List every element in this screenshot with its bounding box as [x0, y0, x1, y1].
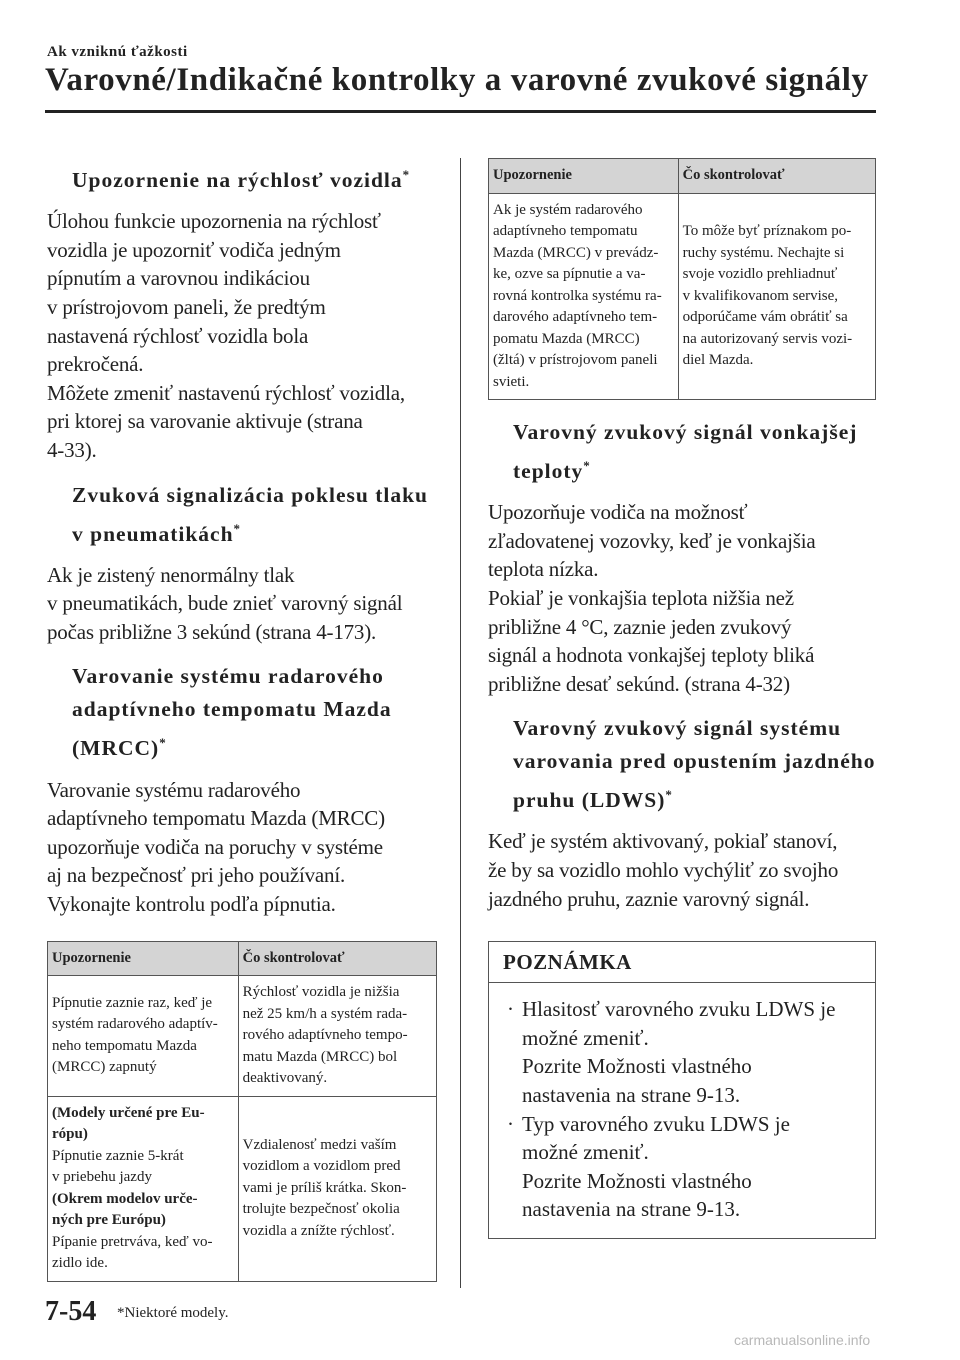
table-cell: Rýchlosť vozidla je nižšia než 25 km/h a systém rada- rového adaptívneho tempo- matu Mazda (MRCC) bol deaktivovaný.	[238, 976, 436, 1097]
note-title: POZNÁMKA	[489, 942, 875, 983]
heading-speed-warning: Upozornenie na rýchlosť vozidla*	[72, 167, 411, 193]
bullet-dot: ·	[507, 997, 514, 1022]
para-mrcc: Varovanie systému radarového adaptívneho tempomatu Mazda (MRCC) upozorňuje vodiča na poruchy v systéme aj na bezpečnosť pri jeho používaní. Vykonajte kontrolu podľa pípnutia.	[47, 777, 385, 916]
table-cell: To môže byť príznakom po- ruchy systému. Nechajte si svoje vozidlo prehliadnuť v kvalifikovanom servise, odporúčame vám obrátiť sa na autorizovaný servis vozi- diel Mazda.	[678, 193, 875, 400]
right-column	[488, 158, 876, 1239]
left-column	[47, 158, 437, 1282]
mrcc-table-continued	[488, 158, 876, 400]
table-header-row	[489, 159, 876, 194]
bullet-dot: ·	[507, 1111, 514, 1136]
table-row	[48, 1096, 437, 1281]
table-header: Čo skontrolovať	[238, 941, 436, 976]
heading-outside-temp: Varovný zvukový signál vonkajšej teploty*	[513, 420, 858, 484]
table-header: Čo skontrolovať	[678, 159, 875, 194]
table-cell: Ak je systém radarového adaptívneho tempomatu Mazda (MRCC) v prevádz- ke, ozve sa pípnutie a va- rovná kontrolka systému ra- darového adaptívneho tem- pomatu Mazda (MRCC) (žltá) v prístrojovom paneli svieti.	[489, 193, 679, 400]
para-speed-warning: Úlohou funkcie upozornenia na rýchlosť vozidla je upozorniť vodiča jedným pípnutím a varovnou indikáciou v prístrojovom paneli, že predtým nastavená rýchlosť vozidla bola prekročená. Môžete zmeniť nastavenú rýchlosť vozidla, pri ktorej sa varovanie aktivuje (strana 4-33).	[47, 209, 405, 462]
para-ldws: Keď je systém aktivovaný, pokiaľ stanoví, že by sa vozidlo mohlo vychýliť zo svojho jazdného pruhu, zaznie varovný signál.	[488, 829, 839, 911]
column-divider	[460, 158, 461, 1288]
note-box	[488, 941, 876, 1239]
section-label: Ak vzniknú ťažkosti	[47, 44, 188, 60]
watermark: carmanualsonline.info	[734, 1332, 871, 1348]
table-header-row	[48, 941, 437, 976]
page-title: Varovné/Indikačné kontrolky a varovné zvukové signály	[45, 62, 869, 98]
heading-mrcc: Varovanie systému radarového adaptívneho tempomatu Mazda (MRCC)*	[72, 664, 392, 761]
table-header: Upozornenie	[48, 941, 239, 976]
footnote: *Niektoré modely.	[117, 1305, 229, 1321]
para-outside-temp: Upozorňuje vodiča na možnosť zľadovatenej vozovky, keď je vonkajšia teplota nízka. Pokiaľ je vonkajšia teplota nižšia než približne 4 °C, zaznie jeden zvukový signál a hodnota vonkajšej teploty bliká približne desať sekúnd. (strana 4-32)	[488, 500, 816, 696]
table-cell: Vzdialenosť medzi vaším vozidlom a vozidlom pred vami je príliš krátka. Skon- trolujte bezpečnosť okolia vozidla a znížte rýchlosť.	[238, 1096, 436, 1281]
table-cell: Pípnutie zaznie raz, keď je systém radarového adaptív- neho tempomatu Mazda (MRCC) zapnutý	[48, 976, 239, 1097]
note-item: · Typ varovného zvuku LDWS je možné zmeniť. Pozrite Možnosti vlastného nastavenia na strane 9-13.	[507, 1111, 790, 1222]
mrcc-table	[47, 941, 437, 1282]
heading-ldws: Varovný zvukový signál systému varovania pred opustením jazdného pruhu (LDWS)*	[513, 716, 876, 813]
table-row	[489, 193, 876, 400]
para-tire-pressure: Ak je zistený nenormálny tlak v pneumatikách, bude znieť varovný signál počas približne 3 sekúnd (strana 4-173).	[47, 562, 403, 644]
table-header: Upozornenie	[489, 159, 679, 194]
table-cell: (Modely určené pre Eu- rópu) Pípnutie zaznie 5-krát v priebehu jazdy (Okrem modelov urče- ných pre Európu) Pípanie pretrváva, keď vo- zidlo ide.	[48, 1096, 239, 1281]
header-rule	[45, 110, 876, 113]
table-row	[48, 976, 437, 1097]
note-item: · Hlasitosť varovného zvuku LDWS je možné zmeniť. Pozrite Možnosti vlastného nastavenia na strane 9-13.	[507, 997, 836, 1108]
heading-tire-pressure: Zvuková signalizácia poklesu tlaku v pneumatikách*	[72, 482, 428, 546]
page-number: 7-54	[45, 1296, 97, 1327]
